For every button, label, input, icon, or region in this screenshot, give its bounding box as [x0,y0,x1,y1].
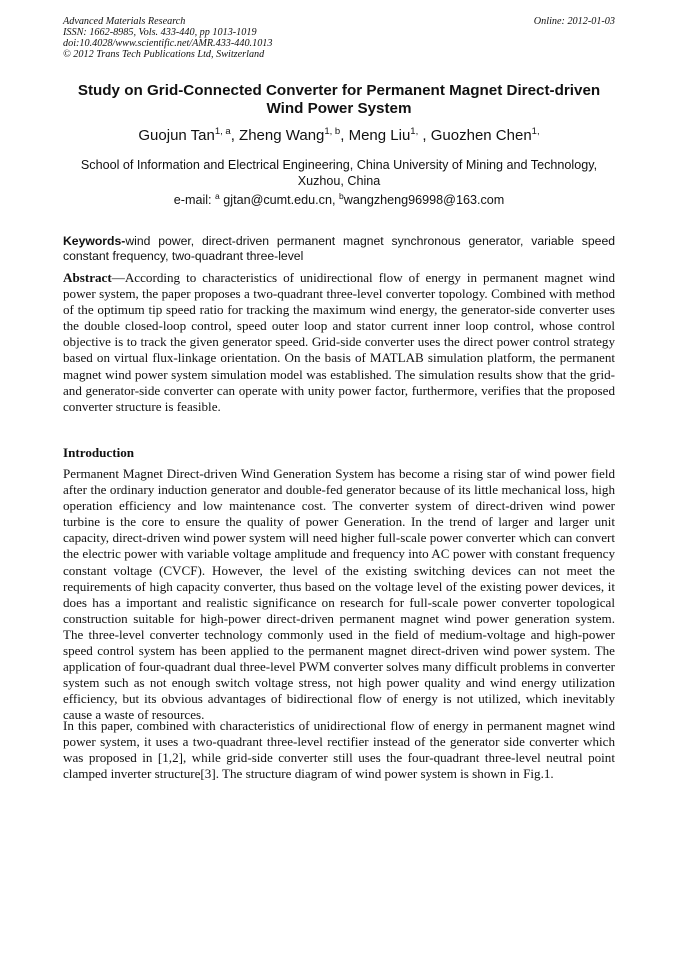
email-address-a: gjtan@cumt.edu.cn, [219,193,339,207]
keywords-text: wind power, direct-driven permanent magnet synchronous generator, variable speed constant frequency, two-quadrant three-level [63,234,615,263]
journal-header [63,16,615,60]
email-prefix: e-mail: [173,193,216,207]
email-mark-b: b [338,191,344,201]
keywords-label: Keywords- [63,234,126,248]
journal-doi: doi:10.4028/www.scientific.net/AMR.433-440.1013 [63,38,273,49]
abstract-dash: — [111,270,125,285]
section-heading-introduction: Introduction [63,445,135,460]
author-separator: , [418,127,431,144]
email-mark-a: a [215,191,220,201]
online-date: Online: 2012-01-03 [533,16,615,27]
introduction-paragraph-1: Permanent Magnet Direct-driven Wind Generation System has become a rising star of wind power field after the ordinary induction generator and double-fed generator because of its little mechanical loss, high operation efficiency and low maintenance cost. The converter system of direct-driven wind power turbine is the core to ensure the quality of power Generation. In the trend of larger and larger unit capacity, direct-driven wind power system will need higher full-scale power converter which can convert the electric power with variable voltage amplitude and frequency into AC power with constant frequency constant voltage (CVCF). However, the level of the existing switching devices can not meet the requirements of high capacity converter, thus based on the voltage level of the existing power devices, it does has a important and realistic significance on research for full-scale power converter topological construction suitable for high-power direct-driven permanent magnet wind power generation system. The three-level converter technology commonly used in the field of medium-voltage and high-power speed control system has been applied to the permanent magnet direct-driven wind power system. The application of four-quadrant dual three-level PWM converter solves many difficult problems in converter system such as not enough switch voltage stress, not high power quality and wind energy utilization efficiency, but its obvious advantages of bidirectional flow of energy is not utilized, which inevitably cause a waste of resources. [63,466,615,723]
introduction-paragraph-2: In this paper, combined with characteristics of unidirectional flow of energy in permanent magnet wind power system, it uses a two-quadrant three-level rectifier instead of the generator side converter which was proposed in [1,2], while grid-side converter still uses the four-quadrant three-level neutral point clamped inverter structure[3]. The structure diagram of wind power system is shown in Fig.1. [63,718,615,782]
author-name: Zheng Wang [239,127,325,144]
author-name: Guojun Tan [138,127,215,144]
author-affil-mark: 1, a [214,126,231,137]
author-separator: , [230,127,240,144]
paper-title: Study on Grid-Connected Converter for Permanent Magnet Direct-driven Wind Power System [77,82,601,117]
journal-issn: ISSN: 1662-8985, Vols. 433-440, pp 1013-1019 [63,27,257,38]
author-list [60,127,618,145]
affiliation: School of Information and Electrical Engineering, China University of Mining and Technology, Xuzhou, China [80,158,598,188]
abstract-label: Abstract [63,270,112,285]
email-line [60,192,618,208]
author-name: Guozhen Chen [430,127,532,144]
author-affil-mark: 1, [410,126,419,137]
journal-name: Advanced Materials Research [63,16,186,27]
author-affil-mark: 1, b [324,126,341,137]
author-name: Meng Liu [348,127,411,144]
abstract-text: According to characteristics of unidirectional flow of energy in permanent magnet wind power system, the paper proposes a two-quadrant three-level converter topology. Combined with method of the optimum tip speed ratio for tracking the maximum wind energy, the generator-side converter uses the double closed-loop control, speed outer loop and stator current inner loop control, whose control objective is to track the given generator speed. Grid-side converter uses the direct power control strategy based on virtual flux-linkage orientation. On the basis of MATLAB simulation platform, the permanent magnet wind power system simulation model was established. The simulation results show that the grid- and generator-side converter can operate with unity power factor, furthermore, verifies that the proposed converter structure is feasible. [63,270,615,414]
author-separator: , [340,127,349,144]
abstract [63,270,615,415]
author-affil-mark: 1, [531,126,540,137]
journal-copyright: © 2012 Trans Tech Publications Ltd, Switzerland [63,49,265,60]
email-address-b: wangzheng96998@163.com [343,193,505,207]
keywords [63,234,615,263]
